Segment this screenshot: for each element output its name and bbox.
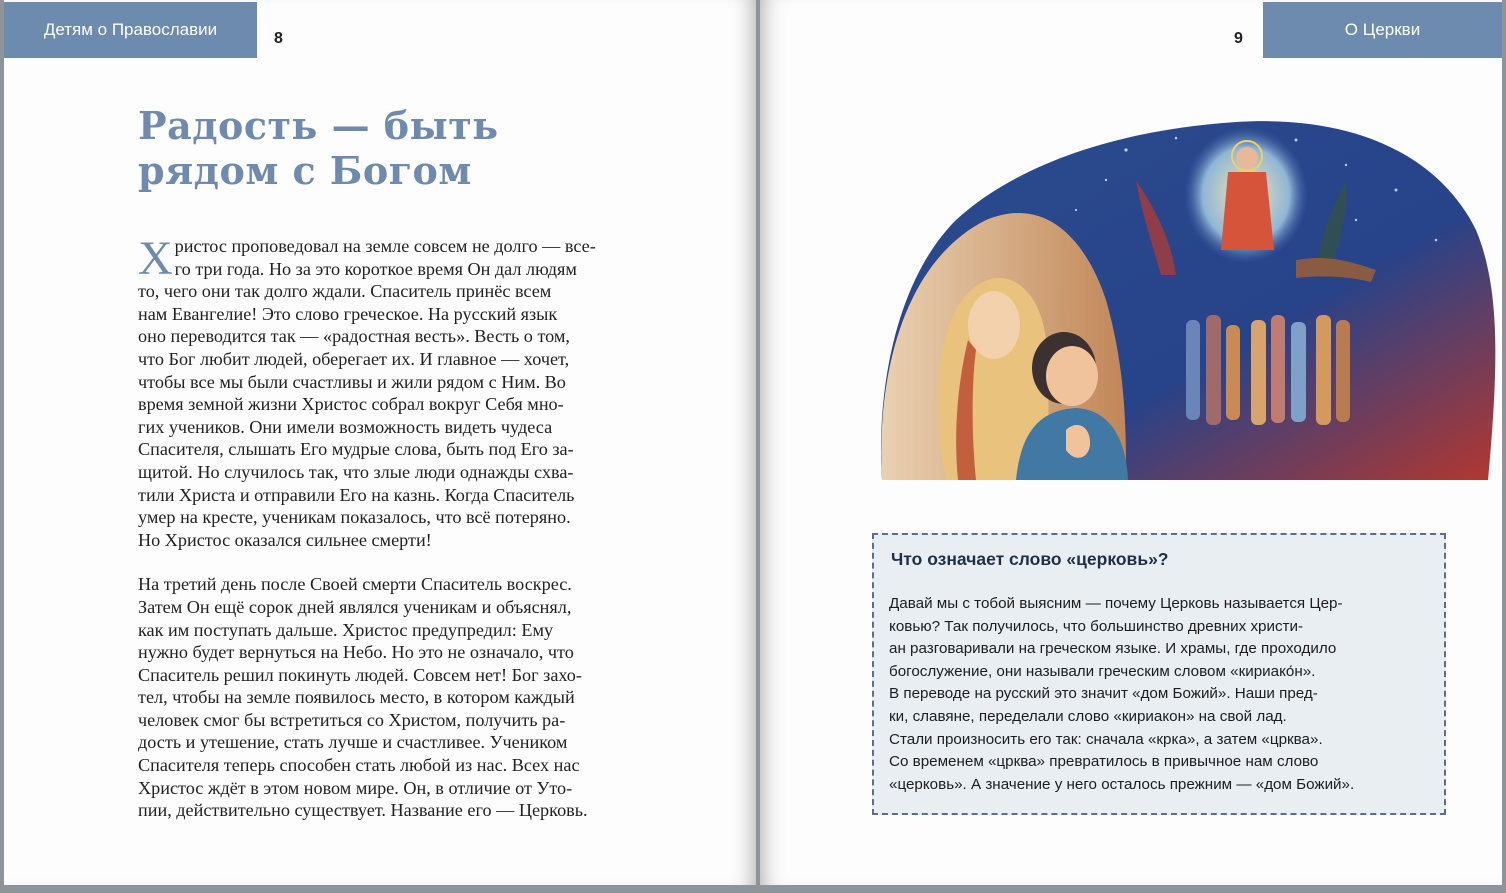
- info-line: Давай мы с тобой выясним — почему Церковь называется Цер-: [889, 595, 1343, 612]
- info-box: [872, 533, 1446, 815]
- christ-figure: [1221, 172, 1274, 250]
- text-line: тел, чтобы на земле появилось место, в котором каждый: [138, 687, 575, 708]
- right-header-tab: [1263, 2, 1502, 58]
- page-title: [138, 103, 499, 193]
- text-line: нужно будет вернуться на Небо. Но это не означало, что: [138, 642, 574, 663]
- text-line: что Бог любит людей, оберегает их. И главное — хочет,: [138, 348, 570, 369]
- info-box-text: [889, 593, 1439, 796]
- text-line: пии, действительно существует. Название его — Церковь.: [138, 800, 588, 821]
- info-line: В переводе на русский это значит «дом Божий». Наши пред-: [889, 685, 1318, 703]
- text-line: то, чего они так долго ждали. Спаситель принёс всем: [138, 281, 552, 302]
- info-line: «церковь». А значение у него осталось прежним — «дом Божий».: [889, 775, 1355, 793]
- info-line: богослужение, они называли греческим словом «кириако́н».: [889, 662, 1316, 680]
- text-line: человек смог бы встретиться со Христом, получить ра-: [138, 709, 566, 730]
- text-line: оно переводится так — «радостная весть». Весть о том,: [138, 326, 570, 347]
- church-fresco-illustration: [876, 110, 1498, 490]
- text-line: Христос ждёт в этом новом мире. Он, в отличие от Уто-: [138, 777, 573, 798]
- text-line: гих учеников. Они имели возможность видеть чудеса: [138, 416, 553, 437]
- left-header-tab: [4, 2, 257, 58]
- text-line: тили Христа и отправили Его на казнь. Когда Спаситель: [138, 484, 575, 505]
- title-line: Радость — быть: [138, 103, 499, 148]
- text-line: Но Христос оказался сильнее смерти!: [138, 529, 432, 550]
- paragraph-1: [138, 232, 674, 551]
- text-line: ристос проповедовал на земле совсем не долго — все-: [174, 236, 596, 256]
- right-header-label: О Церкви: [1344, 20, 1421, 39]
- right-page: [760, 0, 1502, 885]
- text-line: как им поступать дальше. Христос предупредил: Ему: [138, 619, 554, 640]
- info-line: Стали произносить его так: сначала «крка», а затем «црква».: [889, 730, 1323, 748]
- text-line: Затем Он ещё сорок дней являлся ученикам и объяснял,: [138, 596, 572, 617]
- text-line: время земной жизни Христос собрал вокруг Себя мно-: [138, 394, 564, 415]
- title-line: рядом с Богом: [138, 148, 472, 193]
- text-line: Спаситель решил покинуть людей. Совсем нет! Бог захо-: [138, 664, 582, 685]
- text-line: щитой. Но случилось так, что злые люди однажды схва-: [138, 461, 574, 482]
- text-line: Спасителя теперь способен стать любой из нас. Всех нас: [138, 755, 580, 776]
- drop-cap: Х: [138, 232, 173, 285]
- info-line: Со временем «црква» превратилось в привычное нам слово: [889, 753, 1319, 771]
- left-page: [4, 0, 756, 885]
- info-line: ковью? Так получилось, что большинство древних христи-: [889, 617, 1304, 635]
- paragraph-2: [138, 573, 674, 822]
- text-line: нам Евангелие! Это слово греческое. На русский язык: [138, 303, 558, 324]
- text-line: На третий день после Своей смерти Спаситель воскрес.: [138, 574, 572, 595]
- info-line: ки, славяне, переделали слово «кириакон» на свой лад.: [889, 707, 1287, 725]
- right-page-number: 9: [1234, 30, 1243, 47]
- left-page-number: 8: [274, 30, 283, 47]
- article-body: [138, 232, 674, 822]
- text-line: умер на кресте, ученикам показалось, что всё потеряно.: [138, 507, 571, 528]
- info-box-title: Что означает слово «церковь»?: [891, 549, 1169, 569]
- text-line: дость и утешение, стать лучше и счастливее. Учеником: [138, 732, 568, 753]
- info-line: ан разговаривали на греческом языке. И храмы, где проходило: [889, 640, 1337, 658]
- text-line: го три года. Но за это короткое время Он дал людям: [174, 258, 577, 279]
- text-line: Спасителя, слышать Его мудрые слова, быть под Его за-: [138, 439, 574, 460]
- text-line: чтобы все мы были счастливы и жили рядом с Ним. Во: [138, 371, 566, 392]
- left-header-label: Детям о Православии: [43, 20, 218, 39]
